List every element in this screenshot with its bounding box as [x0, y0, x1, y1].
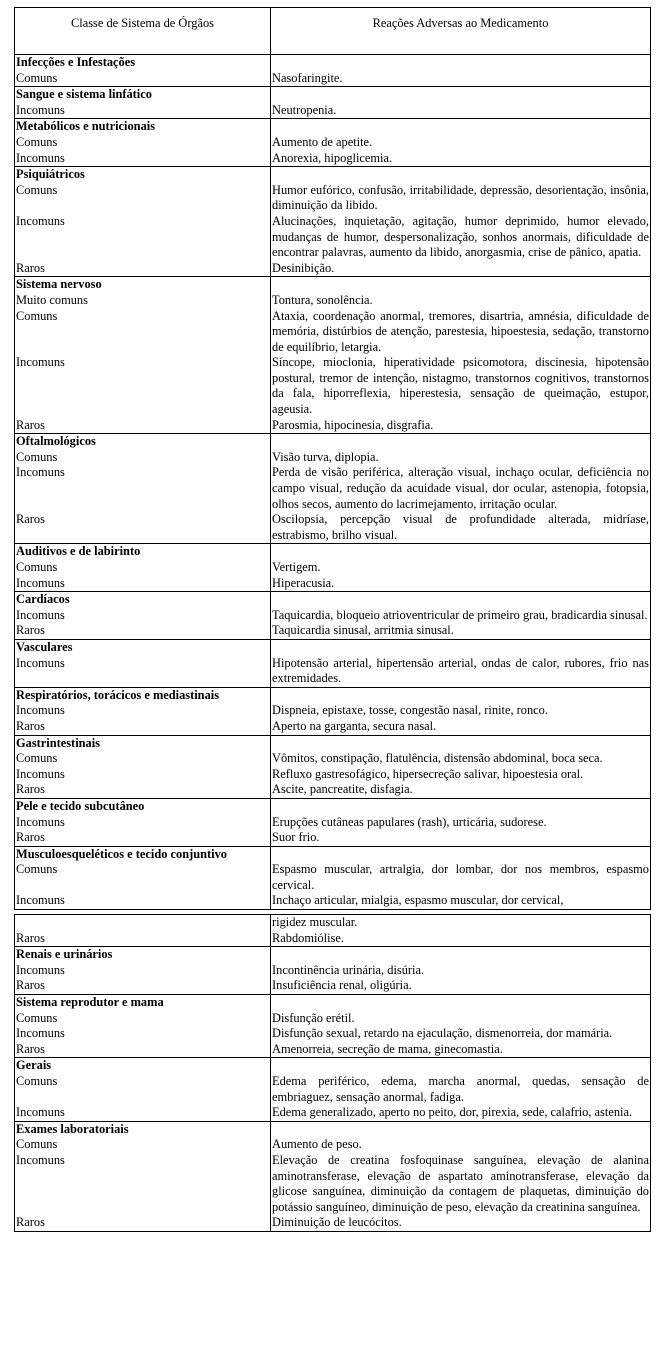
- organ-class-title: Exames laboratoriais: [15, 1121, 271, 1137]
- group-header-row: [15, 592, 651, 608]
- table-row: [15, 893, 651, 909]
- empty-cell: [271, 119, 651, 135]
- reaction-text: Hiperacusia.: [271, 576, 651, 592]
- reaction-text: Diminuição de leucócitos.: [271, 1215, 651, 1231]
- empty-cell: [271, 947, 651, 963]
- frequency-label: Incomuns: [15, 815, 271, 831]
- organ-class-title: Renais e urinários: [15, 947, 271, 963]
- table-row: [15, 151, 651, 167]
- reaction-text: Oscilopsia, percepção visual de profundidade alterada, midríase, estrabismo, brilho visual.: [271, 512, 651, 544]
- table-row: [15, 931, 651, 947]
- group-header-row: [15, 167, 651, 183]
- reaction-text: Hipotensão arterial, hipertensão arterial, ondas de calor, rubores, frio nas extremidades.: [271, 656, 651, 688]
- reaction-text: Vômitos, constipação, flatulência, distensão abdominal, boca seca.: [271, 751, 651, 767]
- group-header-row: [15, 119, 651, 135]
- empty-cell: [271, 55, 651, 71]
- table-row: [15, 862, 651, 893]
- reaction-text: Perda de visão periférica, alteração visual, inchaço ocular, deficiência no campo visual, redução da acuidade visual, dor ocular, astenopia, fotopsia, olhos secos, aumento do lacrimejamento, irritação ocular.: [272, 465, 649, 511]
- table-row: [15, 261, 651, 277]
- header-adverse-reactions: Reações Adversas ao Medicamento: [271, 8, 651, 55]
- empty-cell: [271, 798, 651, 814]
- frequency-label: Incomuns: [15, 103, 271, 119]
- group-header-row: [15, 995, 651, 1011]
- empty-cell: [271, 434, 651, 450]
- group-header-row: [15, 735, 651, 751]
- empty-cell: [271, 1121, 651, 1137]
- group-header-row: [15, 544, 651, 560]
- table-row: [15, 309, 651, 356]
- reaction-text: Suor frio.: [271, 830, 651, 846]
- organ-class-title: Gastrintestinais: [15, 735, 271, 751]
- table-row: [15, 815, 651, 831]
- group-header-row: [15, 846, 651, 862]
- table-row: [15, 1074, 651, 1105]
- frequency-label: Incomuns: [15, 963, 271, 979]
- frequency-label: Incomuns: [15, 893, 271, 909]
- table-row: [15, 751, 651, 767]
- table-row: [15, 656, 651, 688]
- frequency-label: Raros: [15, 1215, 271, 1231]
- reaction-text: Síncope, mioclonia, hiperatividade psicomotora, discinesia, hipotensão postural, tremor de intenção, nistagmo, transtornos cognitivos, transtornos da fala, hiporreflexia, hiperestesia, sensação de queimação, estupor, ageusia.: [272, 355, 649, 417]
- organ-class-title: Respiratórios, torácicos e mediastinais: [15, 687, 271, 703]
- frequency-label: Raros: [15, 719, 271, 735]
- table-row: [15, 293, 651, 309]
- frequency-label: Raros: [15, 782, 271, 798]
- group-header-row: [15, 87, 651, 103]
- group-header-row: [15, 687, 651, 703]
- group-header-row: [15, 1121, 651, 1137]
- organ-class-title: Sistema nervoso: [15, 277, 271, 293]
- table-row: [15, 214, 651, 261]
- table-row: [15, 1011, 651, 1027]
- organ-class-title: Sangue e sistema linfático: [15, 87, 271, 103]
- table-row: [15, 608, 651, 624]
- frequency-label: Comuns: [15, 309, 271, 356]
- frequency-label: Incomuns: [15, 1105, 271, 1121]
- table-row: [15, 767, 651, 783]
- table-row: [15, 1026, 651, 1042]
- table-row: [15, 103, 651, 119]
- adverse-reactions-table: [14, 7, 651, 910]
- reaction-text: Insuficiência renal, oligúria.: [271, 978, 651, 994]
- reaction-text: Taquicardia sinusal, arritmia sinusal.: [271, 623, 651, 639]
- empty-cell: [271, 846, 651, 862]
- table-row: [15, 830, 651, 846]
- organ-class-title: Metabólicos e nutricionais: [15, 119, 271, 135]
- frequency-label: Incomuns: [15, 214, 271, 261]
- empty-cell: [271, 544, 651, 560]
- reaction-text: Humor eufórico, confusão, irritabilidade, depressão, desorientação, insônia, diminuição da libido.: [272, 182, 649, 213]
- frequency-label: Comuns: [15, 862, 271, 893]
- frequency-label: Comuns: [15, 560, 271, 576]
- frequency-label: Raros: [15, 512, 271, 544]
- organ-class-title: Auditivos e de labirinto: [15, 544, 271, 560]
- frequency-label: Raros: [15, 261, 271, 277]
- organ-class-title: Oftalmológicos: [15, 434, 271, 450]
- organ-class-title: Musculoesqueléticos e tecido conjuntivo: [15, 846, 271, 862]
- frequency-label: Incomuns: [15, 151, 271, 167]
- table-row: [15, 1105, 651, 1121]
- reaction-text: Aumento de apetite.: [271, 135, 651, 151]
- reaction-text: Erupções cutâneas papulares (rash), urticária, sudorese.: [271, 815, 651, 831]
- table-row: [15, 915, 651, 931]
- reaction-text: Ataxia, coordenação anormal, tremores, disartria, amnésia, dificuldade de memória, distúrbios de atenção, parestesia, hipoestesia, sedação, transtorno de equilíbrio, letargia.: [272, 308, 649, 354]
- frequency-label: Incomuns: [15, 576, 271, 592]
- frequency-label: Incomuns: [15, 1153, 271, 1215]
- frequency-label: Raros: [15, 418, 271, 434]
- organ-class-title: Psiquiátricos: [15, 167, 271, 183]
- reaction-text: Nasofaringite.: [271, 71, 651, 87]
- frequency-label: Comuns: [15, 71, 271, 87]
- reaction-text: Aperto na garganta, secura nasal.: [271, 719, 651, 735]
- frequency-label: Raros: [15, 623, 271, 639]
- table-row: [15, 782, 651, 798]
- reaction-text: Alucinações, inquietação, agitação, humor deprimido, humor elevado, mudanças de humor, despersonalização, sonhos anormais, dificuldade de encontrar palavras, aumento da libido, anorgasmia, crise de pânico, apatia.: [272, 213, 649, 260]
- frequency-label: Comuns: [15, 450, 271, 466]
- frequency-label: Raros: [15, 931, 271, 947]
- organ-class-title: Sistema reprodutor e mama: [15, 995, 271, 1011]
- reaction-text: Edema periférico, edema, marcha anormal, quedas, sensação de embriaguez, sensação anormal, fadiga.: [272, 1074, 649, 1104]
- frequency-label: Comuns: [15, 751, 271, 767]
- group-header-row: [15, 55, 651, 71]
- table-row: [15, 1153, 651, 1215]
- group-header-row: [15, 277, 651, 293]
- empty-cell: [271, 995, 651, 1011]
- table-header-row: [15, 8, 651, 55]
- empty-cell: [271, 735, 651, 751]
- table-row: [15, 418, 651, 434]
- empty-cell: [271, 639, 651, 655]
- table-row: [15, 1215, 651, 1231]
- empty-cell: [271, 277, 651, 293]
- table-row: [15, 450, 651, 466]
- group-header-row: [15, 798, 651, 814]
- reaction-text: Disfunção erétil.: [271, 1011, 651, 1027]
- reaction-text: Neutropenia.: [271, 103, 651, 119]
- frequency-label: Comuns: [15, 1074, 271, 1105]
- reaction-text: Anorexia, hipoglicemia.: [271, 151, 651, 167]
- reaction-text: Ascite, pancreatite, disfagia.: [271, 782, 651, 798]
- table-row: [15, 719, 651, 735]
- frequency-label: Comuns: [15, 135, 271, 151]
- adverse-reactions-document: [14, 7, 650, 1232]
- organ-class-title: Cardíacos: [15, 592, 271, 608]
- reaction-text: Edema generalizado, aperto no peito, dor, pirexia, sede, calafrio, astenia.: [271, 1105, 651, 1121]
- organ-class-title: Infecções e Infestações: [15, 55, 271, 71]
- frequency-label: Raros: [15, 830, 271, 846]
- reaction-text: Taquicardia, bloqueio atrioventricular de primeiro grau, bradicardia sinusal.: [271, 608, 651, 624]
- frequency-label: Incomuns: [15, 608, 271, 624]
- reaction-text: Dispneia, epistaxe, tosse, congestão nasal, rinite, ronco.: [271, 703, 651, 719]
- group-header-row: [15, 434, 651, 450]
- reaction-text: Desinibição.: [271, 261, 651, 277]
- reaction-text: Inchaço articular, mialgia, espasmo muscular, dor cervical,: [271, 893, 651, 909]
- frequency-label: Incomuns: [15, 355, 271, 417]
- reaction-text: Aumento de peso.: [271, 1137, 651, 1153]
- frequency-label: Incomuns: [15, 465, 271, 512]
- table-row: [15, 623, 651, 639]
- table-row: [15, 1137, 651, 1153]
- reaction-text: Espasmo muscular, artralgia, dor lombar, dor nos membros, espasmo cervical.: [272, 862, 649, 892]
- frequency-label: Incomuns: [15, 767, 271, 783]
- reaction-text: Amenorreia, secreção de mama, ginecomastia.: [271, 1042, 651, 1058]
- reaction-text: Visão turva, diplopia.: [271, 450, 651, 466]
- table-row: [15, 512, 651, 544]
- reaction-text: Tontura, sonolência.: [271, 293, 651, 309]
- frequency-label: Incomuns: [15, 1026, 271, 1042]
- frequency-label: Comuns: [15, 183, 271, 214]
- reaction-text: Elevação de creatina fosfoquinase sanguínea, elevação de alanina aminotransferase, elevação de aspartato aminotransferase, elevação da glicose sanguínea, diminuição da contagem de plaquetas, diminuição do potássio sanguíneo, diminuição de peso, elevação da creatinina sanguínea.: [272, 1152, 649, 1214]
- reaction-text: Disfunção sexual, retardo na ejaculação, dismenorreia, dor mamária.: [271, 1026, 651, 1042]
- table-row: [15, 963, 651, 979]
- frequency-label: Incomuns: [15, 703, 271, 719]
- table-row: [15, 355, 651, 417]
- empty-cell: [271, 592, 651, 608]
- table-row: [15, 71, 651, 87]
- reaction-text: Incontinência urinária, disúria.: [271, 963, 651, 979]
- group-header-row: [15, 947, 651, 963]
- empty-cell: [271, 1058, 651, 1074]
- table-row: [15, 465, 651, 512]
- reaction-text: rigidez muscular.: [271, 915, 651, 931]
- empty-cell: [271, 87, 651, 103]
- group-header-row: [15, 1058, 651, 1074]
- frequency-label: [15, 915, 271, 931]
- header-organ-class: Classe de Sistema de Órgãos: [15, 8, 271, 55]
- table-row: [15, 703, 651, 719]
- reaction-text: Parosmia, hipocinesia, disgrafia.: [271, 418, 651, 434]
- organ-class-title: Vasculares: [15, 639, 271, 655]
- frequency-label: Comuns: [15, 1137, 271, 1153]
- table-row: [15, 183, 651, 214]
- table-row: [15, 560, 651, 576]
- table-row: [15, 978, 651, 994]
- empty-cell: [271, 687, 651, 703]
- frequency-label: Raros: [15, 1042, 271, 1058]
- reaction-text: Rabdomiólise.: [271, 931, 651, 947]
- frequency-label: Muito comuns: [15, 293, 271, 309]
- frequency-label: Incomuns: [15, 656, 271, 688]
- organ-class-title: Pele e tecido subcutâneo: [15, 798, 271, 814]
- adverse-reactions-table-continued: [14, 914, 651, 1232]
- organ-class-title: Gerais: [15, 1058, 271, 1074]
- table-row: [15, 135, 651, 151]
- frequency-label: Raros: [15, 978, 271, 994]
- reaction-text: Vertigem.: [271, 560, 651, 576]
- table-row: [15, 1042, 651, 1058]
- group-header-row: [15, 639, 651, 655]
- table-row: [15, 576, 651, 592]
- frequency-label: Comuns: [15, 1011, 271, 1027]
- reaction-text: Refluxo gastresofágico, hipersecreção salivar, hipoestesia oral.: [271, 767, 651, 783]
- empty-cell: [271, 167, 651, 183]
